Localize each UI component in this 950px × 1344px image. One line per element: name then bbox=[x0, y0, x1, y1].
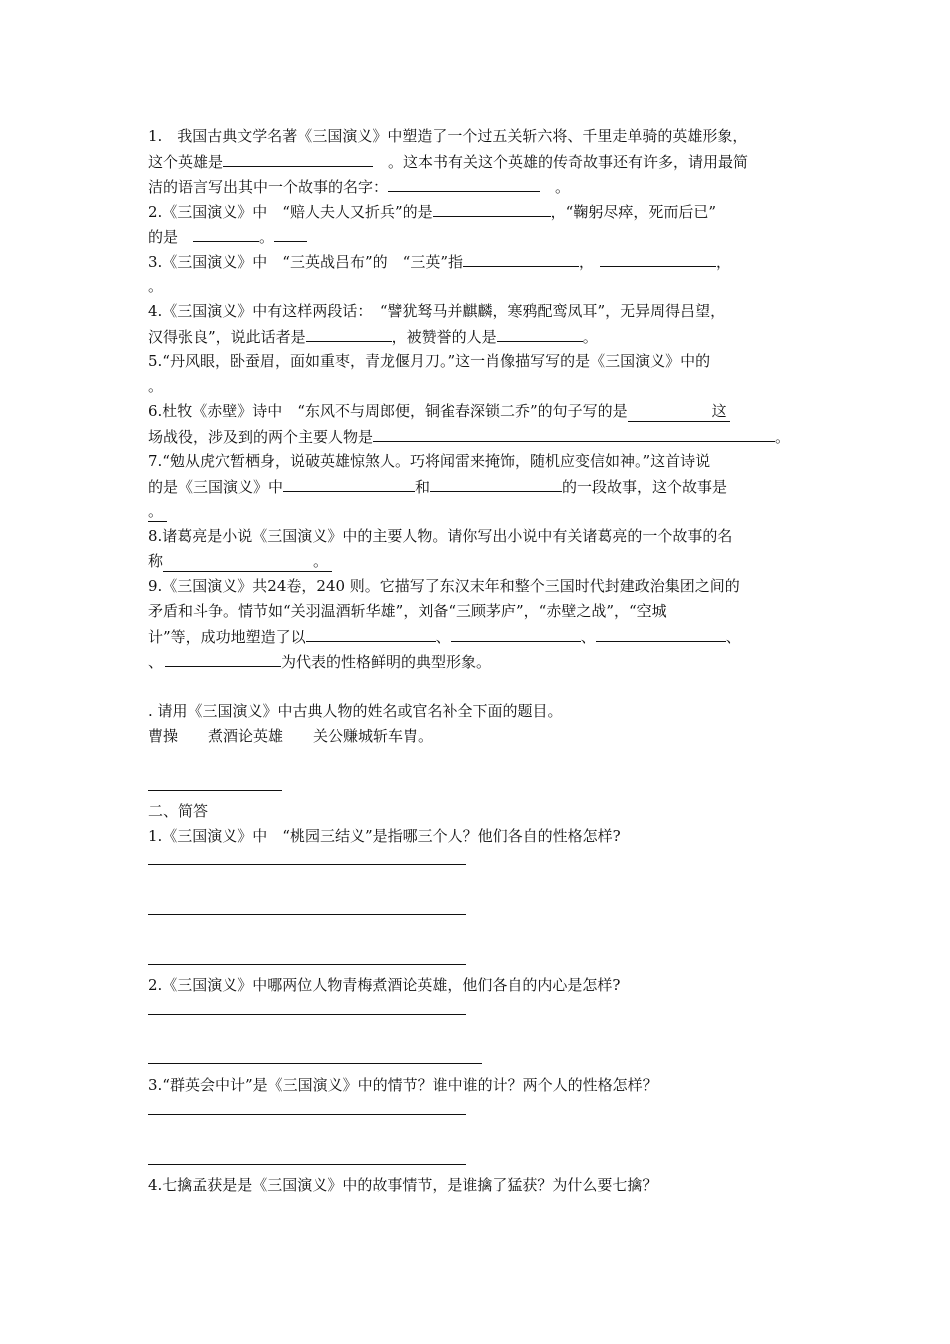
q3-answer-line-1[interactable] bbox=[148, 1114, 466, 1115]
q1-answer-line-3[interactable] bbox=[148, 964, 466, 965]
q8-line-2 bbox=[148, 551, 332, 572]
q2-answer-blank-2[interactable] bbox=[193, 226, 259, 242]
q7-text-b: 和 bbox=[415, 478, 431, 496]
q6-line-1 bbox=[148, 401, 730, 422]
q1-answer-line-2[interactable] bbox=[148, 914, 466, 915]
q9-sep-1: 、 bbox=[435, 628, 451, 646]
q9-answer-blank-2[interactable] bbox=[451, 626, 581, 642]
q8-text-a: 称 bbox=[148, 552, 164, 570]
q2-text-a: 2.《三国演义》中 “赔人夫人又折兵”的是 bbox=[148, 203, 433, 221]
q4-answer-blank-speaker[interactable] bbox=[306, 326, 392, 342]
q8-answer-blank[interactable] bbox=[163, 551, 332, 572]
q7-text-c: 的一段故事，这个故事是 bbox=[562, 478, 728, 496]
q3-line-1 bbox=[148, 251, 731, 272]
q9-text-c: 为代表的性格鲜明的典型形象。 bbox=[281, 653, 492, 671]
q2-line-2 bbox=[148, 226, 307, 247]
q7-answer-blank-2[interactable] bbox=[430, 476, 562, 492]
q9-sep-3: 、 bbox=[725, 628, 741, 646]
q7-text-a: 的是《三国演义》中 bbox=[148, 478, 284, 496]
short-answer-q2: 2.《三国演义》中哪两位人物青梅煮酒论英雄，他们各自的内心是怎样? bbox=[148, 976, 621, 994]
q1-text-b: 。这本书有关这个英雄的传奇故事还有许多，请用最简 bbox=[373, 153, 749, 171]
q6-text-d: 。 bbox=[775, 428, 791, 446]
q2-answer-blank-1[interactable] bbox=[433, 201, 551, 217]
q2-answer-line-2[interactable] bbox=[148, 1063, 482, 1064]
q6-answer-blank-persons[interactable] bbox=[373, 426, 775, 442]
q1-line-3 bbox=[148, 176, 570, 197]
q10-line-2: 曹操 煮酒论英雄 关公赚城斩车胄。 bbox=[148, 727, 434, 745]
q8-text-b: 。 bbox=[313, 552, 329, 570]
q2-answer-blank-3[interactable] bbox=[274, 226, 307, 242]
q7-text-d: 。 bbox=[148, 502, 164, 520]
short-answer-q3: 3.“群英会中计”是《三国演义》中的情节？谁中谁的计？两个人的性格怎样？ bbox=[148, 1076, 658, 1094]
q7-line-2 bbox=[148, 476, 727, 497]
q9-text-a: 计”等，成功地塑造了以 bbox=[148, 628, 306, 646]
section2-heading: 二、简答 bbox=[148, 802, 209, 820]
q9-line-4 bbox=[148, 651, 491, 672]
q7-answer-blank-3[interactable] bbox=[148, 501, 167, 522]
q3-answer-blank-2[interactable] bbox=[600, 251, 716, 267]
q1-answer-blank-story[interactable] bbox=[388, 176, 540, 192]
q3-text-c: ， bbox=[716, 253, 732, 271]
q1-answer-blank-hero[interactable] bbox=[223, 151, 373, 167]
q1-answer-line-1[interactable] bbox=[148, 864, 466, 865]
q2-text-d: 。 bbox=[259, 228, 275, 246]
q7-line-3 bbox=[148, 501, 167, 522]
q4-answer-blank-praised[interactable] bbox=[497, 326, 583, 342]
q10-answer-line[interactable] bbox=[148, 790, 282, 791]
q3-answer-blank-1[interactable] bbox=[463, 251, 579, 267]
q9-text-b: 、 bbox=[148, 653, 164, 671]
q6-text-c: 场战役，涉及到的两个主要人物是 bbox=[148, 428, 374, 446]
q3-text-b: ， bbox=[579, 253, 595, 271]
q4-text-c: 。 bbox=[582, 328, 598, 346]
q2-line-1 bbox=[148, 201, 716, 222]
q8-line-1: 8.诸葛亮是小说《三国演义》中的主要人物。请你写出小说中有关诸葛亮的一个故事的名 bbox=[148, 527, 733, 545]
q1-line-2 bbox=[148, 151, 748, 172]
q4-text-b: ，被赞誉的人是 bbox=[391, 328, 497, 346]
q9-answer-blank-3[interactable] bbox=[596, 626, 726, 642]
q2-text-c: 的是 bbox=[148, 228, 194, 246]
q4-line-2 bbox=[148, 326, 598, 347]
q9-answer-blank-4[interactable] bbox=[165, 651, 281, 667]
q9-line-3 bbox=[148, 626, 741, 647]
q6-line-2 bbox=[148, 426, 790, 447]
q1-text-a: 这个英雄是 bbox=[148, 153, 224, 171]
q9-sep-2: 、 bbox=[580, 628, 596, 646]
q9-answer-blank-1[interactable] bbox=[306, 626, 436, 642]
q3-line-2: 。 bbox=[148, 277, 164, 295]
q1-text-c: 洁的语言写出其中一个故事的名字： bbox=[148, 178, 389, 196]
q3-answer-line-2[interactable] bbox=[148, 1164, 466, 1165]
q7-answer-blank-1[interactable] bbox=[283, 476, 415, 492]
q1-line-1: 1. 我国古典文学名著《三国演义》中塑造了一个过五关斩六将、千里走单骑的英雄形象， bbox=[148, 127, 748, 145]
q6-text-b: 这 bbox=[711, 402, 727, 420]
q6-answer-blank-battle[interactable] bbox=[628, 401, 730, 422]
q5-line-2: 。 bbox=[148, 377, 164, 395]
q4-line-1: 4.《三国演义》中有这样两段话： “譬犹驽马并麒麟，寒鸦配鸾凤耳”，无异周得吕望， bbox=[148, 302, 726, 320]
q2-text-b: ，“鞠躬尽瘁，死而后已” bbox=[550, 203, 716, 221]
q4-text-a: 汉得张良”，说此话者是 bbox=[148, 328, 306, 346]
q2-answer-line-1[interactable] bbox=[148, 1014, 466, 1015]
q3-text-a: 3.《三国演义》中 “三英战吕布”的 “三英”指 bbox=[148, 253, 463, 271]
q9-line-1: 9.《三国演义》共24卷，240 则。它描写了东汉末年和整个三国时代封建政治集团之间的 bbox=[148, 577, 740, 595]
q6-text-a: 6.杜牧《赤壁》诗中 “东风不与周郎便，铜雀春深锁二乔”的句子写的是 bbox=[148, 402, 628, 420]
q10-line-1: . 请用《三国演义》中古典人物的姓名或官名补全下面的题目。 bbox=[148, 702, 563, 720]
q1-text-d: 。 bbox=[540, 178, 571, 196]
q7-line-1: 7.“勉从虎穴暂栖身，说破英雄惊煞人。巧将闻雷来掩饰，随机应变信如神。”这首诗说 bbox=[148, 452, 711, 470]
q5-line-1: 5.“丹风眼，卧蚕眉，面如重枣，青龙偃月刀。”这一肖像描写写的是《三国演义》中的 bbox=[148, 352, 711, 370]
short-answer-q4: 4.七擒孟获是是《三国演义》中的故事情节，是谁擒了猛获？为什么要七擒？ bbox=[148, 1176, 658, 1194]
q9-line-2: 矛盾和斗争。情节如“关羽温酒斩华雄”，刘备“三顾茅庐”，“赤壁之战”，“空城 bbox=[148, 602, 667, 620]
short-answer-q1: 1.《三国演义》中 “桃园三结义”是指哪三个人？他们各自的性格怎样? bbox=[148, 827, 621, 845]
